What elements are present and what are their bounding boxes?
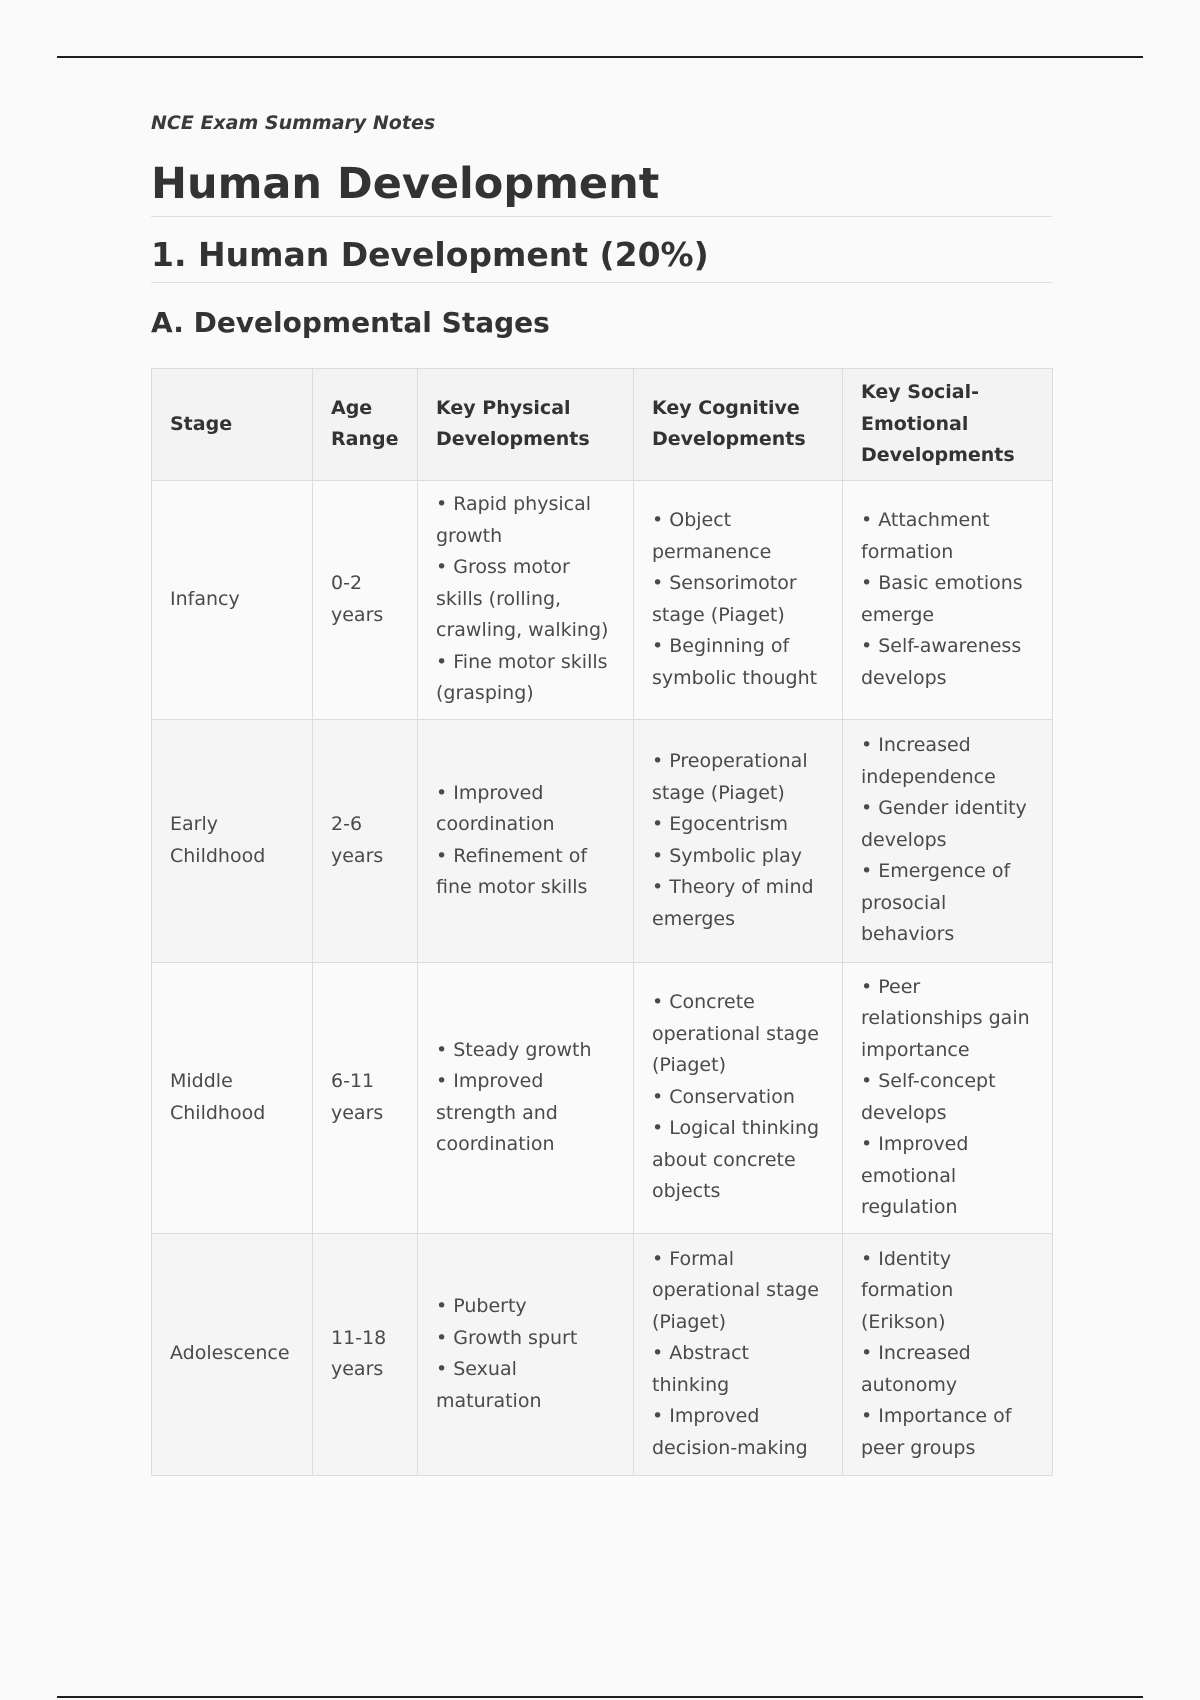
cognitive-developments-cell <box>634 719 843 962</box>
bullet-item: • Beginning of symbolic thought <box>652 635 818 689</box>
bullet-item: • Puberty <box>436 1295 527 1317</box>
column-header-social-emotional: Key Social-Emotional Developments <box>843 369 1053 481</box>
subsection-title: A. Developmental Stages <box>151 306 550 339</box>
bullet-item: • Concrete operational stage (Piaget) <box>652 991 819 1077</box>
column-header-stage: Stage <box>152 369 313 481</box>
bottom-rule <box>57 1696 1143 1698</box>
bullet-item: • Logical thinking about concrete objects <box>652 1117 820 1203</box>
bullet-item: • Increased independence <box>861 734 996 788</box>
social-emotional-developments-cell <box>843 480 1053 719</box>
table-row <box>152 962 1053 1233</box>
bullet-item: • Identity formation (Erikson) <box>861 1247 954 1333</box>
social-emotional-developments-cell <box>843 962 1053 1233</box>
bullet-item: • Steady growth <box>436 1038 592 1061</box>
bullet-item: • Preoperational stage (Piaget) <box>652 750 808 804</box>
physical-developments-cell <box>418 1233 634 1475</box>
bullet-item: • Rapid physical growth <box>436 493 592 547</box>
bullet-item: • Theory of mind emerges <box>652 876 814 930</box>
bullet-item: • Formal operational stage (Piaget) <box>652 1247 819 1333</box>
top-rule <box>57 56 1143 58</box>
bullet-item: • Sexual maturation <box>436 1358 542 1412</box>
cognitive-developments-cell <box>634 962 843 1233</box>
column-header-age-range: Age Range <box>313 369 418 481</box>
table-header-row <box>152 369 1053 481</box>
stage-cell: Infancy <box>152 480 313 719</box>
document-content <box>151 108 1052 1476</box>
age-range-cell: 2-6 years <box>313 719 418 962</box>
bullet-item: • Abstract thinking <box>652 1342 750 1396</box>
bullet-item: • Emergence of prosocial behaviors <box>861 860 1011 946</box>
bullet-item: • Egocentrism <box>652 813 789 835</box>
section-title: 1. Human Development (20%) <box>151 235 1052 283</box>
stage-cell: Early Childhood <box>152 719 313 962</box>
bullet-item: • Improved strength and coordination <box>436 1070 558 1155</box>
bullet-item: • Peer relationships gain importance <box>861 975 1030 1061</box>
bullet-item: • Improved coordination <box>436 781 555 835</box>
table-row <box>152 480 1053 719</box>
column-header-cognitive: Key Cognitive Developments <box>634 369 843 481</box>
age-range-cell: 6-11 years <box>313 962 418 1233</box>
developmental-stages-table <box>151 368 1053 1476</box>
bullet-item: • Gross motor skills (rolling, crawling, walking) <box>436 556 609 642</box>
physical-developments-cell <box>418 719 634 962</box>
bullet-item: • Fine motor skills (grasping) <box>436 650 608 705</box>
bullet-item: • Improved emotional regulation <box>861 1133 969 1218</box>
physical-developments-cell <box>418 480 634 719</box>
bullet-item: • Sensorimotor stage (Piaget) <box>652 572 797 626</box>
bullet-item: • Conservation <box>652 1085 795 1108</box>
bullet-item: • Refinement of fine motor skills <box>436 844 588 898</box>
physical-developments-cell <box>418 962 634 1233</box>
bullet-item: • Object permanence <box>652 509 772 563</box>
document-label: NCE Exam Summary Notes <box>151 112 436 134</box>
table-row <box>152 719 1053 962</box>
bullet-item: • Growth spurt <box>436 1326 578 1349</box>
bullet-item: • Basic emotions emerge <box>861 572 1023 626</box>
social-emotional-developments-cell <box>843 1233 1053 1475</box>
bullet-item: • Increased autonomy <box>861 1342 971 1396</box>
age-range-cell: 11-18 years <box>313 1233 418 1475</box>
bullet-item: • Gender identity develops <box>861 797 1027 851</box>
cognitive-developments-cell <box>634 1233 843 1475</box>
age-range-cell: 0-2 years <box>313 480 418 719</box>
bullet-item: • Self-concept develops <box>861 1070 996 1124</box>
stage-cell: Middle Childhood <box>152 962 313 1233</box>
bullet-item: • Importance of peer groups <box>861 1405 1012 1459</box>
social-emotional-developments-cell <box>843 719 1053 962</box>
page-title: Human Development <box>151 160 1052 217</box>
table-body <box>152 480 1053 1475</box>
bullet-item: • Improved decision-making <box>652 1405 808 1459</box>
stage-cell: Adolescence <box>152 1233 313 1475</box>
bullet-item: • Attachment formation <box>861 509 990 563</box>
cognitive-developments-cell <box>634 480 843 719</box>
bullet-item: • Self-awareness develops <box>861 635 1022 689</box>
bullet-item: • Symbolic play <box>652 844 803 867</box>
table-row <box>152 1233 1053 1475</box>
column-header-physical: Key Physical Developments <box>418 369 634 481</box>
